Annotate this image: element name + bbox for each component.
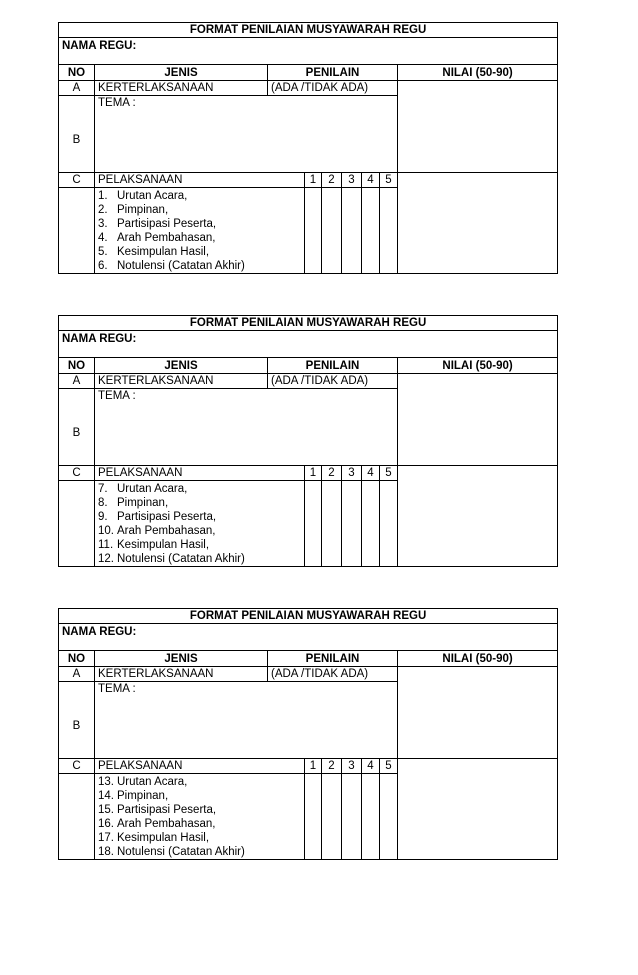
criteria-text: Kesimpulan Hasil, — [117, 246, 210, 258]
score-cell[interactable] — [305, 481, 322, 567]
nilai-cell[interactable] — [398, 759, 558, 860]
score-col-3: 3 — [342, 759, 362, 774]
score-cell[interactable] — [322, 774, 342, 860]
score-cell[interactable] — [380, 774, 398, 860]
criteria-list — [98, 189, 301, 273]
score-col-2: 2 — [322, 466, 342, 481]
assessment-table — [58, 315, 558, 567]
criteria-text: Kesimpulan Hasil, — [117, 539, 210, 551]
score-col-2: 2 — [322, 173, 342, 188]
criteria-number: 17. — [98, 832, 114, 844]
nama-regu-field[interactable]: NAMA REGU: — [59, 624, 558, 651]
tema-field[interactable]: TEMA : — [95, 682, 398, 759]
row-a-no: A — [59, 667, 95, 682]
row-b-no: B — [59, 682, 95, 759]
row-a-jenis: KERTERLAKSANAAN — [95, 81, 268, 96]
row-c-no: C — [59, 466, 95, 481]
row-a-jenis: KERTERLAKSANAAN — [95, 374, 268, 389]
score-col-1: 1 — [305, 173, 322, 188]
header-no: NO — [59, 358, 95, 374]
assessment-form-2 — [58, 315, 557, 567]
criteria-number: 15. — [98, 804, 114, 816]
criteria-number: 4. — [98, 232, 108, 244]
header-penilain: PENILAIN — [268, 651, 398, 667]
criteria-text: Notulensi (Catatan Akhir) — [117, 553, 245, 565]
score-col-4: 4 — [362, 173, 380, 188]
score-col-1: 1 — [305, 759, 322, 774]
criteria-item — [98, 524, 301, 538]
score-col-2: 2 — [322, 759, 342, 774]
criteria-list-cell — [95, 188, 305, 274]
criteria-text: Notulensi (Catatan Akhir) — [117, 260, 245, 272]
criteria-number: 11. — [98, 539, 114, 551]
criteria-list — [98, 482, 301, 566]
criteria-number: 2. — [98, 204, 108, 216]
tema-field[interactable]: TEMA : — [95, 96, 398, 173]
criteria-number: 13. — [98, 776, 114, 788]
score-cell[interactable] — [362, 481, 380, 567]
criteria-text: Arah Pembahasan, — [117, 525, 216, 537]
criteria-item — [98, 803, 301, 817]
score-cell[interactable] — [362, 188, 380, 274]
row-c-no: C — [59, 759, 95, 774]
header-penilain: PENILAIN — [268, 65, 398, 81]
assessment-form-3 — [58, 608, 557, 860]
assessment-table — [58, 608, 558, 860]
criteria-text: Pimpinan, — [117, 790, 169, 802]
score-col-3: 3 — [342, 173, 362, 188]
score-cell[interactable] — [322, 188, 342, 274]
criteria-item — [98, 203, 301, 217]
score-col-4: 4 — [362, 759, 380, 774]
criteria-item — [98, 817, 301, 831]
criteria-list-cell — [95, 774, 305, 860]
header-no: NO — [59, 651, 95, 667]
criteria-item — [98, 217, 301, 231]
criteria-number: 6. — [98, 260, 108, 272]
row-a-no: A — [59, 81, 95, 96]
criteria-number: 18. — [98, 846, 114, 858]
criteria-number: 1. — [98, 190, 108, 202]
score-col-3: 3 — [342, 466, 362, 481]
criteria-text: Urutan Acara, — [117, 776, 188, 788]
score-col-5: 5 — [380, 466, 398, 481]
form-title: FORMAT PENILAIAN MUSYAWARAH REGU — [59, 609, 558, 624]
header-nilai: NILAI (50-90) — [398, 65, 558, 81]
score-col-5: 5 — [380, 759, 398, 774]
criteria-text: Arah Pembahasan, — [117, 818, 216, 830]
header-jenis: JENIS — [95, 651, 268, 667]
assessment-form-1 — [58, 22, 557, 274]
criteria-item — [98, 245, 301, 259]
row-c-jenis: PELAKSANAAN — [95, 173, 305, 188]
score-col-4: 4 — [362, 466, 380, 481]
criteria-number: 14. — [98, 790, 114, 802]
nilai-cell[interactable] — [398, 374, 558, 466]
row-c-no: C — [59, 173, 95, 188]
score-cell[interactable] — [322, 481, 342, 567]
criteria-number: 12. — [98, 553, 114, 565]
header-nilai: NILAI (50-90) — [398, 651, 558, 667]
criteria-number: 3. — [98, 218, 108, 230]
row-a-penilain: (ADA /TIDAK ADA) — [268, 81, 398, 96]
score-cell[interactable] — [342, 774, 362, 860]
score-cell[interactable] — [305, 774, 322, 860]
nama-regu-field[interactable]: NAMA REGU: — [59, 38, 558, 65]
criteria-item — [98, 789, 301, 803]
row-b-no: B — [59, 96, 95, 173]
criteria-list — [98, 775, 301, 859]
criteria-text: Partisipasi Peserta, — [117, 511, 217, 523]
criteria-number: 5. — [98, 246, 108, 258]
blank-cell — [59, 481, 95, 567]
criteria-item — [98, 259, 301, 273]
criteria-text: Urutan Acara, — [117, 190, 188, 202]
header-no: NO — [59, 65, 95, 81]
criteria-number: 10. — [98, 525, 114, 537]
criteria-item — [98, 775, 301, 789]
criteria-text: Urutan Acara, — [117, 483, 188, 495]
criteria-text: Notulensi (Catatan Akhir) — [117, 846, 245, 858]
nilai-cell[interactable] — [398, 173, 558, 274]
criteria-text: Partisipasi Peserta, — [117, 218, 217, 230]
criteria-text: Partisipasi Peserta, — [117, 804, 217, 816]
criteria-item — [98, 231, 301, 245]
nilai-cell[interactable] — [398, 81, 558, 173]
criteria-item — [98, 552, 301, 566]
header-penilain: PENILAIN — [268, 358, 398, 374]
score-col-1: 1 — [305, 466, 322, 481]
row-a-jenis: KERTERLAKSANAAN — [95, 667, 268, 682]
criteria-number: 7. — [98, 483, 108, 495]
row-c-jenis: PELAKSANAAN — [95, 759, 305, 774]
row-b-no: B — [59, 389, 95, 466]
score-cell[interactable] — [305, 188, 322, 274]
criteria-number: 16. — [98, 818, 114, 830]
criteria-item — [98, 496, 301, 510]
header-jenis: JENIS — [95, 358, 268, 374]
row-a-penilain: (ADA /TIDAK ADA) — [268, 667, 398, 682]
criteria-text: Pimpinan, — [117, 204, 169, 216]
criteria-item — [98, 482, 301, 496]
blank-cell — [59, 774, 95, 860]
nilai-cell[interactable] — [398, 667, 558, 759]
criteria-item — [98, 831, 301, 845]
criteria-number: 8. — [98, 497, 108, 509]
score-cell[interactable] — [362, 774, 380, 860]
header-nilai: NILAI (50-90) — [398, 358, 558, 374]
form-title: FORMAT PENILAIAN MUSYAWARAH REGU — [59, 316, 558, 331]
criteria-item — [98, 189, 301, 203]
nama-regu-field[interactable]: NAMA REGU: — [59, 331, 558, 358]
criteria-item — [98, 538, 301, 552]
criteria-text: Kesimpulan Hasil, — [117, 832, 210, 844]
score-cell[interactable] — [342, 481, 362, 567]
row-c-jenis: PELAKSANAAN — [95, 466, 305, 481]
tema-field[interactable]: TEMA : — [95, 389, 398, 466]
score-cell[interactable] — [380, 481, 398, 567]
score-col-5: 5 — [380, 173, 398, 188]
criteria-item — [98, 510, 301, 524]
score-cell[interactable] — [380, 188, 398, 274]
blank-cell — [59, 188, 95, 274]
criteria-text: Arah Pembahasan, — [117, 232, 216, 244]
criteria-text: Pimpinan, — [117, 497, 169, 509]
criteria-list-cell — [95, 481, 305, 567]
score-cell[interactable] — [342, 188, 362, 274]
criteria-number: 9. — [98, 511, 108, 523]
form-title: FORMAT PENILAIAN MUSYAWARAH REGU — [59, 23, 558, 38]
row-a-no: A — [59, 374, 95, 389]
assessment-table — [58, 22, 558, 274]
header-jenis: JENIS — [95, 65, 268, 81]
nilai-cell[interactable] — [398, 466, 558, 567]
row-a-penilain: (ADA /TIDAK ADA) — [268, 374, 398, 389]
criteria-item — [98, 845, 301, 859]
